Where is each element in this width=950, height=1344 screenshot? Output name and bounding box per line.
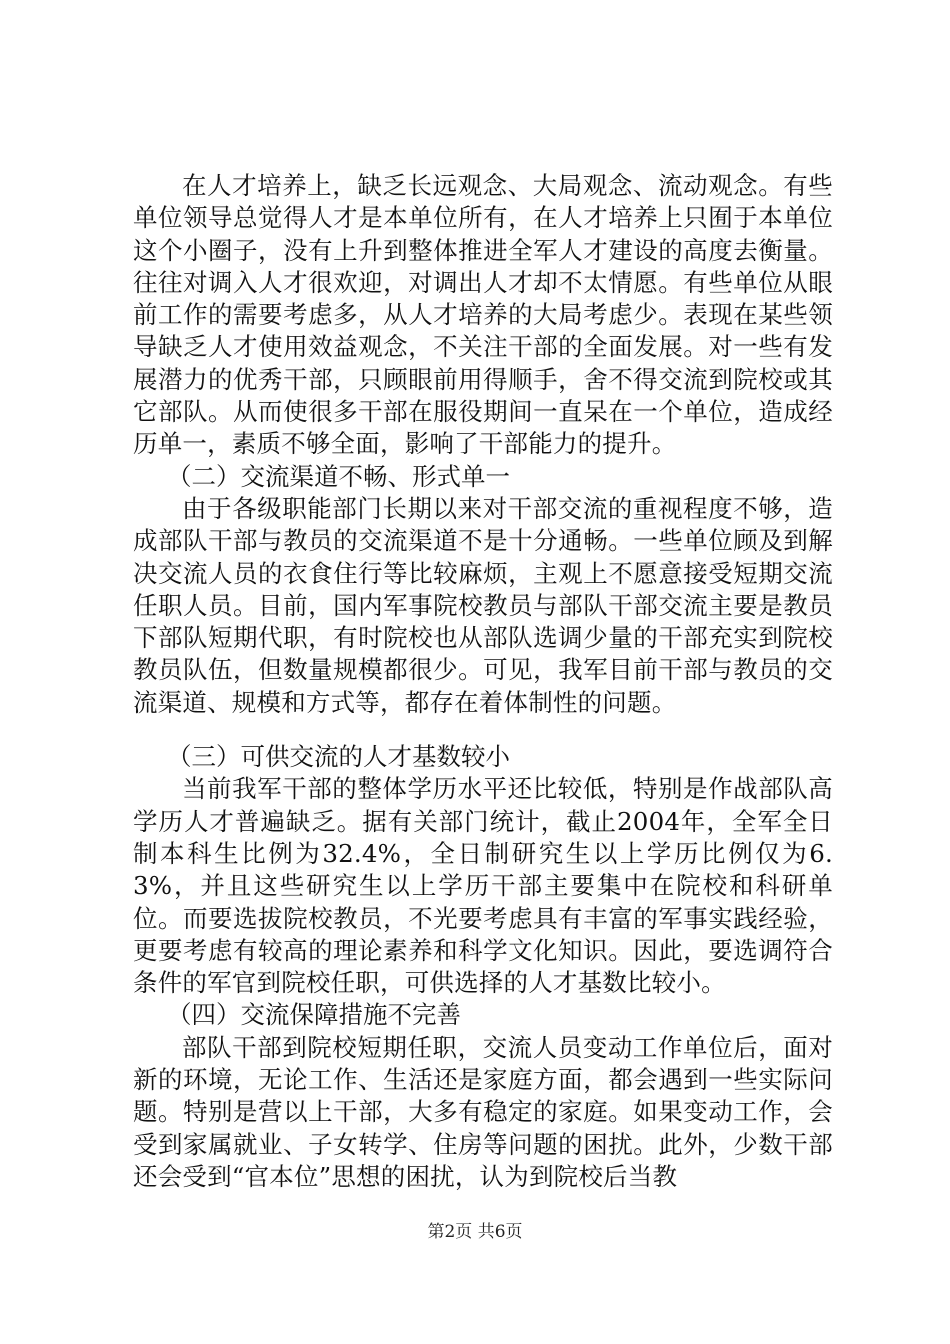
paragraph-spacer [133,719,833,741]
section-heading-4: （四）交流保障措施不完善 [167,1000,461,1030]
paragraph-talent-training: 在人才培养上，缺乏长远观念、大局观念、流动观念。有些单位领导总觉得人才是本单位所有，在人才培养上只囿于本单位这个小圈子，没有上升到整体推进全军人才建设的高度去衡量。往往对调入人才很欢迎，对调出人才却不太情愿。有些单位从眼前工作的需要考虑多，从人才培养的大局考虑少。表现在某些领导缺乏人才使用效益观念，不关注干部的全面发展。对一些有发展潜力的优秀干部，只顾眼前用得顺手，舍不得交流到院校或其它部队。从而使很多干部在服役期间一直呆在一个单位，造成经历单一，素质不够全面，影响了干部能力的提升。 [133,171,833,459]
paragraph-exchange-channels: 由于各级职能部门长期以来对干部交流的重视程度不够，造成部队干部与教员的交流渠道不是十分通畅。一些单位顾及到解决交流人员的衣食住行等比较麻烦，主观上不愿意接受短期交流任职人员。目前，国内军事院校教员与部队干部交流主要是教员下部队短期代职，有时院校也从部队选调少量的干部充实到院校教员队伍，但数量规模都很少。可见，我军目前干部与教员的交流渠道、规模和方式等，都存在着体制性的问题。 [133,493,833,717]
section-heading-2: （二）交流渠道不畅、形式单一 [167,461,510,491]
document-body [133,170,833,1193]
section-heading-3: （三）可供交流的人才基数较小 [167,742,510,772]
paragraph-support-measures: 部队干部到院校短期任职，交流人员变动工作单位后，面对新的环境，无论工作、生活还是家庭方面，都会遇到一些实际问题。特别是营以上干部，大多有稳定的家庭。如果变动工作，会受到家属就业、子女转学、住房等问题的困扰。此外，少数干部还会受到“官本位”思想的困扰，认为到院校后当教 [133,1032,833,1191]
page-number-footer: 第2页 共6页 [427,1222,523,1242]
paragraph-talent-base: 当前我军干部的整体学历水平还比较低，特别是作战部队高学历人才普遍缺乏。据有关部门统计，截止2004年，全军全日制本科生比例为32.4%，全日制研究生以上学历比例仅为6.3%，并且这些研究生以上学历干部主要集中在院校和科研单位。而要选拔院校教员，不光要考虑具有丰富的军事实践经验，更要考虑有较高的理论素养和科学文化知识。因此，要选调符合条件的军官到院校任职，可供选择的人才基数比较小。 [133,774,833,998]
